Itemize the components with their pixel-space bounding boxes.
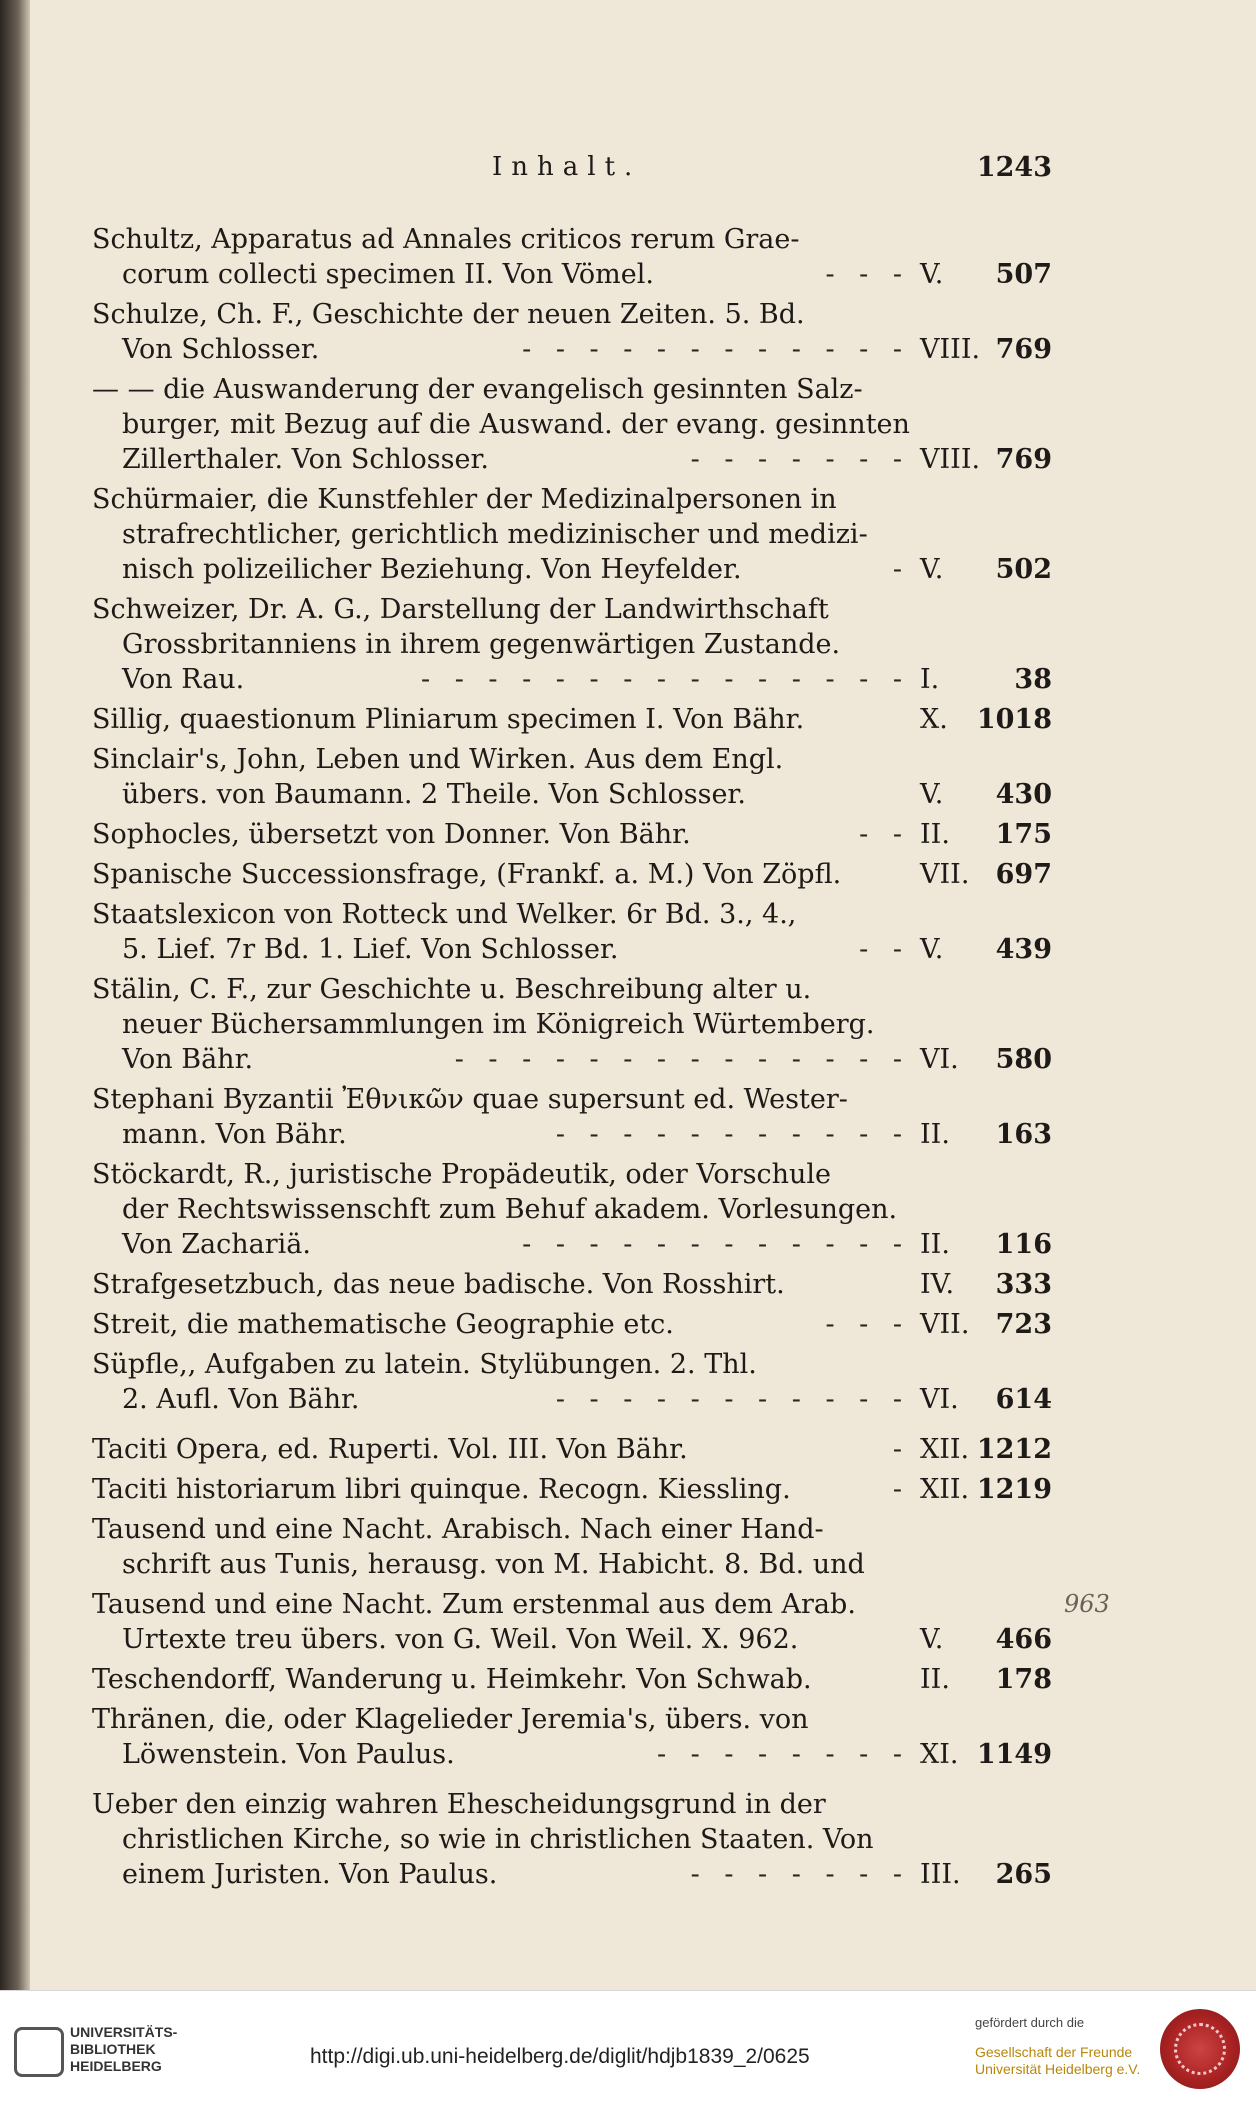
entry-text: Stöckardt, R., juristische Propädeutik, oder Vorschule xyxy=(92,1159,831,1190)
volume-number: V. xyxy=(920,259,944,290)
page-reference: 466 xyxy=(995,1624,1052,1655)
entry-line xyxy=(92,1192,1052,1227)
source-url-link[interactable]: http://digi.ub.uni-heidelberg.de/diglit/hdjb1839_2/0625 xyxy=(310,2045,810,2068)
volume-number: V. xyxy=(920,934,944,965)
entry-line xyxy=(92,1737,1052,1772)
index-entry xyxy=(92,742,1052,812)
page-reference: 265 xyxy=(995,1859,1052,1890)
entry-line xyxy=(92,1117,1052,1152)
index-entry xyxy=(92,1512,1052,1582)
volume-number: II. xyxy=(920,819,950,850)
entry-text: Streit, die mathematische Geographie etc. xyxy=(92,1309,674,1340)
index-entry xyxy=(92,482,1052,587)
entry-line xyxy=(92,1007,1052,1042)
entry-text: Von Bähr. xyxy=(122,1044,254,1075)
entry-line xyxy=(92,407,1052,442)
page-reference: 430 xyxy=(995,779,1052,810)
page-reference: 439 xyxy=(995,934,1052,965)
entry-text: mann. Von Bähr. xyxy=(122,1119,347,1150)
entry-text: Urtexte treu übers. von G. Weil. Von Weil. X. 962. xyxy=(122,1624,799,1655)
section-gap xyxy=(92,1777,1052,1787)
entry-line xyxy=(92,662,1052,697)
entry-text: nisch polizeilicher Beziehung. Von Heyfelder. xyxy=(122,554,742,585)
volume-number: II. xyxy=(920,1229,950,1260)
entry-text: Taciti Opera, ed. Ruperti. Vol. III. Von Bähr. xyxy=(92,1434,688,1465)
entry-line xyxy=(92,297,1052,332)
index-entry xyxy=(92,857,1052,892)
leader-dashes: - - - xyxy=(825,259,910,290)
leader-dashes: - xyxy=(892,554,910,585)
entry-text: Löwenstein. Von Paulus. xyxy=(122,1739,455,1770)
entry-line xyxy=(92,1472,1052,1507)
volume-number: VIII. xyxy=(920,334,981,365)
entry-line xyxy=(92,1787,1052,1822)
entry-text: Strafgesetzbuch, das neue badische. Von Rosshirt. xyxy=(92,1269,785,1300)
page-reference: 1149 xyxy=(976,1739,1052,1770)
sponsor-block xyxy=(975,2015,1145,2078)
leader-dashes: - - - xyxy=(825,1309,910,1340)
entry-text: Stälin, C. F., zur Geschichte u. Beschreibung alter u. xyxy=(92,974,812,1005)
book-gutter xyxy=(0,0,30,1990)
page-reference: 580 xyxy=(995,1044,1052,1075)
entry-text: Schulze, Ch. F., Geschichte der neuen Zeiten. 5. Bd. xyxy=(92,299,805,330)
entry-line xyxy=(92,332,1052,367)
entry-line xyxy=(92,1267,1052,1302)
entry-text: Sinclair's, John, Leben und Wirken. Aus dem Engl. xyxy=(92,744,784,775)
page-reference: 502 xyxy=(995,554,1052,585)
volume-number: I. xyxy=(920,664,940,695)
page-reference: 723 xyxy=(995,1309,1052,1340)
page-reference: 1219 xyxy=(976,1474,1052,1505)
entry-line xyxy=(92,1227,1052,1262)
volume-number: IV. xyxy=(920,1269,955,1300)
entry-text: Teschendorff, Wanderung u. Heimkehr. Von Schwab. xyxy=(92,1664,812,1695)
entry-text: strafrechtlicher, gerichtlich medizinischer und medizi- xyxy=(122,519,868,550)
index-entries xyxy=(92,222,1052,1897)
entry-text: Süpfle,, Aufgaben zu latein. Stylübungen. 2. Thl. xyxy=(92,1349,757,1380)
section-gap xyxy=(92,1422,1052,1432)
volume-number: III. xyxy=(920,1859,961,1890)
index-entry xyxy=(92,592,1052,697)
library-name: UNIVERSITÄTS- BIBLIOTHEK HEIDELBERG xyxy=(70,2024,178,2074)
volume-number: II. xyxy=(920,1119,950,1150)
entry-line xyxy=(92,372,1052,407)
page-reference: 333 xyxy=(995,1269,1052,1300)
volume-number: XI. xyxy=(920,1739,959,1770)
entry-line xyxy=(92,1702,1052,1737)
entry-text: Staatslexicon von Rotteck und Welker. 6r Bd. 3., 4., xyxy=(92,899,797,930)
volume-number: II. xyxy=(920,1664,950,1695)
page-reference: 116 xyxy=(995,1229,1052,1260)
entry-line xyxy=(92,1587,1052,1622)
leader-dashes: - - - - - - - xyxy=(690,1859,910,1890)
entry-line xyxy=(92,1382,1052,1417)
entry-text: corum collecti specimen II. Von Vömel. xyxy=(122,259,654,290)
entry-line xyxy=(92,897,1052,932)
index-entry xyxy=(92,1157,1052,1262)
volume-number: VIII. xyxy=(920,444,981,475)
leader-dashes: - - - - - - - - xyxy=(656,1739,910,1770)
volume-number: VI. xyxy=(920,1384,959,1415)
entry-text: Grossbritanniens in ihrem gegenwärtigen Zustande. xyxy=(122,629,841,660)
entry-line xyxy=(92,1042,1052,1077)
entry-line xyxy=(92,777,1052,812)
entry-text: Ueber den einzig wahren Ehescheidungsgrund in der xyxy=(92,1789,826,1820)
index-entry xyxy=(92,817,1052,852)
volume-number: VI. xyxy=(920,1044,959,1075)
page-reference: 507 xyxy=(995,259,1052,290)
index-entry xyxy=(92,297,1052,367)
entry-text: christlichen Kirche, so wie in christlichen Staaten. Von xyxy=(122,1824,874,1855)
entry-text: Sillig, quaestionum Pliniarum specimen I. Von Bähr. xyxy=(92,704,805,735)
leader-dashes: - - - - - - - - - - - - - - xyxy=(454,1044,910,1075)
entry-line xyxy=(92,1347,1052,1382)
entry-line xyxy=(92,857,1052,892)
entry-line xyxy=(92,742,1052,777)
entry-text: Schweizer, Dr. A. G., Darstellung der Landwirthschaft xyxy=(92,594,829,625)
entry-line xyxy=(92,817,1052,852)
entry-line xyxy=(92,1822,1052,1857)
entry-text: der Rechtswissenschft zum Behuf akadem. Vorlesungen. xyxy=(122,1194,898,1225)
page-number: 1243 xyxy=(976,152,1052,183)
entry-line xyxy=(92,1307,1052,1342)
sponsor-name: Gesellschaft der Freunde Universität Heidelberg e.V. xyxy=(975,2044,1141,2077)
page-reference: 38 xyxy=(1014,664,1052,695)
entry-text: Schultz, Apparatus ad Annales criticos rerum Grae- xyxy=(92,224,800,255)
entry-line xyxy=(92,552,1052,587)
entry-line xyxy=(92,257,1052,292)
page-reference: 1018 xyxy=(976,704,1052,735)
index-entry xyxy=(92,1267,1052,1302)
entry-line xyxy=(92,932,1052,967)
leader-dashes: - xyxy=(892,1434,910,1465)
entry-text: Von Rau. xyxy=(122,664,245,695)
entry-text: Zillerthaler. Von Schlosser. xyxy=(122,444,489,475)
footer-bar xyxy=(0,1990,1256,2102)
page-reference: 769 xyxy=(995,334,1052,365)
entry-text: schrift aus Tunis, herausg. von M. Habicht. 8. Bd. und xyxy=(122,1549,865,1580)
leader-dashes: - - - - - - - - - - - - xyxy=(522,1229,910,1260)
index-entry xyxy=(92,1702,1052,1772)
entry-line xyxy=(92,1082,1052,1117)
index-entry xyxy=(92,1432,1052,1467)
leader-dashes: - - - - - - - - - - - - - - - xyxy=(420,664,910,695)
entry-text: neuer Büchersammlungen im Königreich Würtemberg. xyxy=(122,1009,875,1040)
index-entry xyxy=(92,702,1052,737)
leader-dashes: - - - - - - - - - - - xyxy=(555,1384,910,1415)
entry-line xyxy=(92,702,1052,737)
entry-line xyxy=(92,1547,1052,1582)
entry-text: Von Schlosser. xyxy=(122,334,320,365)
volume-number: XII. xyxy=(920,1434,970,1465)
index-entry xyxy=(92,897,1052,967)
index-entry xyxy=(92,972,1052,1077)
volume-number: VII. xyxy=(920,1309,970,1340)
index-entry xyxy=(92,1587,1052,1657)
entry-text: 2. Aufl. Von Bähr. xyxy=(122,1384,360,1415)
index-entry xyxy=(92,1347,1052,1417)
entry-line xyxy=(92,1512,1052,1547)
entry-text: Taciti historiarum libri quinque. Recogn. Kiessling. xyxy=(92,1474,791,1505)
entry-text: Spanische Successionsfrage, (Frankf. a. M.) Von Zöpfl. xyxy=(92,859,842,890)
entry-line xyxy=(92,1857,1052,1892)
entry-text: 5. Lief. 7r Bd. 1. Lief. Von Schlosser. xyxy=(122,934,619,965)
entry-line xyxy=(92,1622,1052,1657)
index-entry xyxy=(92,1662,1052,1697)
entry-text: Stephani Byzantii Ἐθνικῶν quae supersunt ed. Wester- xyxy=(92,1084,848,1115)
leader-dashes: - - xyxy=(859,934,910,965)
entry-text: — — die Auswanderung der evangelisch gesinnten Salz- xyxy=(92,374,863,405)
entry-text: burger, mit Bezug auf die Auswand. der evang. gesinnten xyxy=(122,409,910,440)
entry-text: Thränen, die, oder Klagelieder Jeremia's, übers. von xyxy=(92,1704,809,1735)
volume-number: V. xyxy=(920,779,944,810)
sponsor-label: gefördert durch die xyxy=(975,2015,1085,2030)
entry-text: Tausend und eine Nacht. Arabisch. Nach einer Hand- xyxy=(92,1514,824,1545)
index-entry xyxy=(92,1082,1052,1152)
page-reference: 1212 xyxy=(976,1434,1052,1465)
volume-number: X. xyxy=(920,704,948,735)
page-reference: 163 xyxy=(995,1119,1052,1150)
leader-dashes: - - - - - - - xyxy=(690,444,910,475)
page-title: Inhalt. xyxy=(492,152,642,182)
margin-handwritten-note: 963 xyxy=(1064,1590,1110,1618)
entry-line xyxy=(92,1432,1052,1467)
volume-number: XII. xyxy=(920,1474,970,1505)
index-entry xyxy=(92,1787,1052,1892)
entry-line xyxy=(92,1157,1052,1192)
page-header xyxy=(92,152,1052,192)
index-entry xyxy=(92,1307,1052,1342)
entry-line xyxy=(92,482,1052,517)
entry-line xyxy=(92,517,1052,552)
entry-line xyxy=(92,442,1052,477)
leader-dashes: - - xyxy=(859,819,910,850)
volume-number: V. xyxy=(920,554,944,585)
page-reference: 178 xyxy=(995,1664,1052,1695)
entry-text: Tausend und eine Nacht. Zum erstenmal aus dem Arab. xyxy=(92,1589,856,1620)
page-reference: 697 xyxy=(995,859,1052,890)
entry-text: einem Juristen. Von Paulus. xyxy=(122,1859,498,1890)
index-entry xyxy=(92,1472,1052,1507)
library-logo-icon xyxy=(14,2027,64,2077)
entry-line xyxy=(92,222,1052,257)
entry-text: Sophocles, übersetzt von Donner. Von Bähr. xyxy=(92,819,691,850)
leader-dashes: - - - - - - - - - - - xyxy=(555,1119,910,1150)
leader-dashes: - xyxy=(892,1474,910,1505)
volume-number: VII. xyxy=(920,859,970,890)
index-entry xyxy=(92,372,1052,477)
page-reference: 175 xyxy=(995,819,1052,850)
entry-line xyxy=(92,592,1052,627)
entry-line xyxy=(92,627,1052,662)
university-seal-icon xyxy=(1160,2009,1240,2089)
page-reference: 614 xyxy=(995,1384,1052,1415)
entry-text: Von Zachariä. xyxy=(122,1229,311,1260)
entry-text: Schürmaier, die Kunstfehler der Medizinalpersonen in xyxy=(92,484,837,515)
volume-number: V. xyxy=(920,1624,944,1655)
entry-text: übers. von Baumann. 2 Theile. Von Schlosser. xyxy=(122,779,746,810)
leader-dashes: - - - - - - - - - - - - xyxy=(522,334,910,365)
index-entry xyxy=(92,222,1052,292)
entry-line xyxy=(92,972,1052,1007)
page-reference: 769 xyxy=(995,444,1052,475)
entry-line xyxy=(92,1662,1052,1697)
